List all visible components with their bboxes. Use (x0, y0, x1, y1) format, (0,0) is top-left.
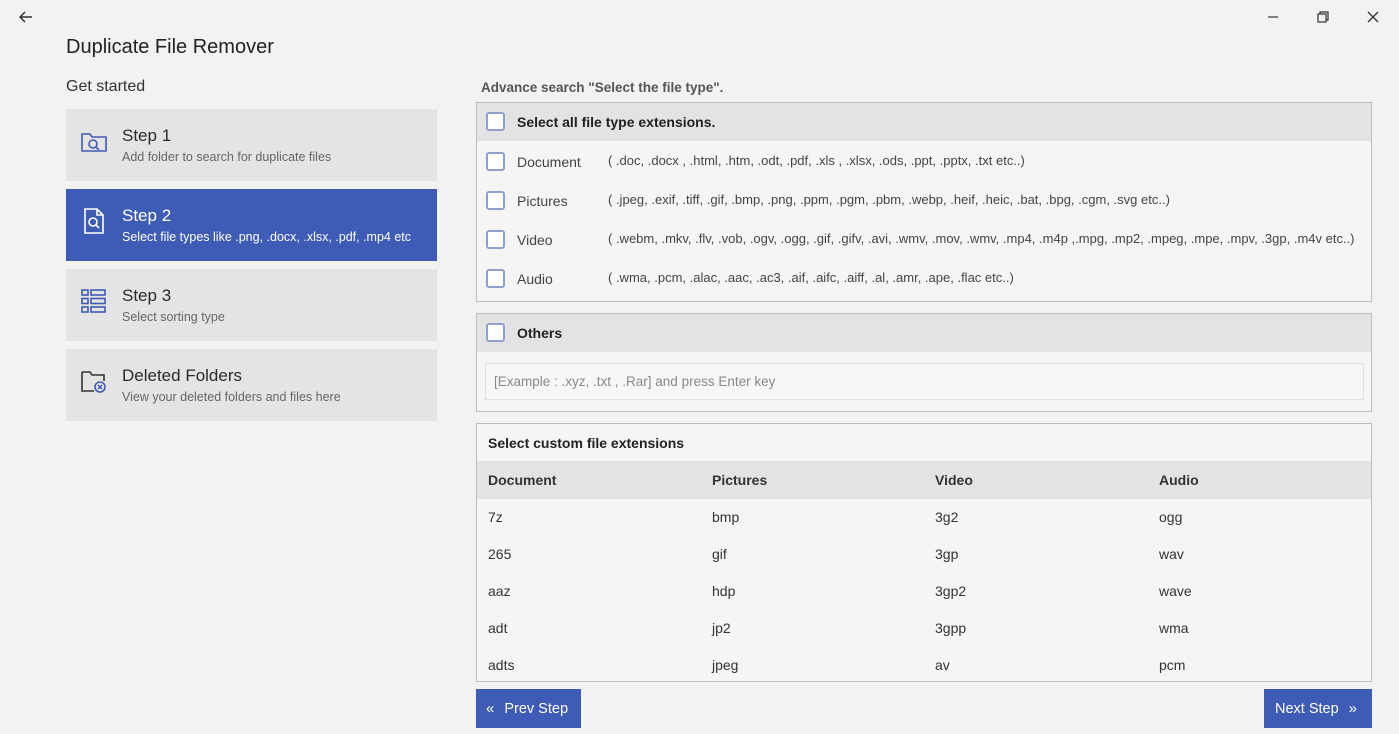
column-header: Audio (1159, 472, 1199, 488)
step-subtitle: View your deleted folders and files here (122, 390, 341, 404)
next-step-button[interactable] (1264, 689, 1372, 728)
select-all-label: Select all file type extensions. (517, 114, 716, 130)
extension-cell[interactable]: ogg (1159, 509, 1183, 525)
step-title: Step 3 (122, 286, 172, 305)
extension-cell[interactable]: 265 (488, 546, 512, 562)
table-row (477, 499, 1371, 536)
folder-delete-icon (80, 367, 108, 395)
others-row (477, 314, 1371, 352)
file-type-row-video (477, 221, 1371, 259)
step-1-card[interactable] (66, 109, 437, 181)
minimize-button[interactable] (1258, 6, 1288, 28)
column-header: Document (488, 472, 557, 488)
custom-extensions-title: Select custom file extensions (488, 435, 685, 451)
title-bar (0, 0, 1399, 34)
others-label: Others (517, 325, 563, 341)
others-panel (476, 313, 1372, 412)
prev-step-button[interactable] (476, 689, 581, 728)
pictures-checkbox[interactable] (486, 191, 505, 210)
file-type-name: Video (517, 232, 553, 248)
next-step-label: Next Step (1275, 700, 1339, 717)
step-3-card[interactable] (66, 269, 437, 341)
step-title: Step 1 (122, 126, 172, 145)
table-row (477, 647, 1371, 684)
extension-cell[interactable]: aaz (488, 583, 511, 599)
extension-cell[interactable]: jpeg (712, 657, 739, 673)
step-subtitle: Select file types like .png, .docx, .xlsx, .pdf, .mp4 etc (122, 230, 412, 244)
extension-cell[interactable]: hdp (712, 583, 736, 599)
folder-search-icon (80, 127, 108, 155)
file-type-row-document (477, 143, 1371, 181)
column-header: Pictures (712, 472, 768, 488)
extension-cell[interactable]: wave (1159, 583, 1192, 599)
extension-cell[interactable]: 3gp (935, 546, 959, 562)
file-type-name: Audio (517, 271, 553, 287)
list-sort-icon (80, 287, 108, 315)
arrow-left-icon (19, 11, 33, 23)
table-row (477, 573, 1371, 610)
back-button[interactable] (12, 6, 40, 28)
app-title: Duplicate File Remover (66, 36, 274, 58)
restore-icon (1317, 11, 1329, 23)
section-heading: Get started (66, 78, 146, 95)
extension-cell[interactable]: 7z (488, 509, 503, 525)
step-subtitle: Add folder to search for duplicate files (122, 150, 332, 164)
file-type-name: Pictures (517, 193, 568, 209)
step-title: Deleted Folders (122, 366, 243, 385)
file-type-name: Document (517, 154, 581, 170)
extension-cell[interactable]: 3gp2 (935, 583, 967, 599)
double-chevron-right-icon: » (1348, 700, 1358, 717)
custom-extensions-panel (476, 423, 1372, 682)
extension-cell[interactable]: bmp (712, 509, 740, 525)
extension-cell[interactable]: gif (712, 546, 727, 562)
table-row (477, 610, 1371, 647)
close-icon (1367, 11, 1379, 23)
file-type-row-audio (477, 260, 1371, 298)
step-title: Step 2 (122, 206, 172, 225)
file-type-extensions: ( .wma, .pcm, .alac, .aac, .ac3, .aif, .aifc, .aiff, .al, .amr, .ape, .flac etc..) (608, 270, 1014, 285)
double-chevron-left-icon: « (486, 700, 495, 717)
file-type-row-pictures (477, 182, 1371, 220)
table-header (477, 461, 1371, 499)
step-subtitle: Select sorting type (122, 310, 225, 324)
table-row (477, 536, 1371, 573)
extension-cell[interactable]: adt (488, 620, 508, 636)
custom-extension-input[interactable] (485, 363, 1364, 400)
extension-cell[interactable]: wma (1159, 620, 1189, 636)
video-checkbox[interactable] (486, 230, 505, 249)
audio-checkbox[interactable] (486, 269, 505, 288)
extension-cell[interactable]: 3g2 (935, 509, 959, 525)
file-type-extensions: ( .webm, .mkv, .flv, .vob, .ogv, .ogg, .gif, .gifv, .avi, .wmv, .mov, .wmv, .mp4, .m4p ,.mpg, .mp2, .mpeg, .mpe, .mpv, .3gp, .m4v etc..) (608, 231, 1355, 246)
prev-step-label: Prev Step (504, 700, 569, 717)
steps-sidebar (66, 109, 437, 429)
select-all-checkbox[interactable] (486, 112, 505, 131)
restore-button[interactable] (1308, 6, 1338, 28)
extension-cell[interactable]: adts (488, 657, 515, 673)
step-2-card[interactable] (66, 189, 437, 261)
file-search-icon (80, 207, 108, 235)
column-header: Video (935, 472, 973, 488)
advance-search-label: Advance search "Select the file type". (481, 80, 724, 95)
extension-cell[interactable]: wav (1159, 546, 1184, 562)
others-checkbox[interactable] (486, 323, 505, 342)
file-type-panel (476, 102, 1372, 302)
extension-cell[interactable]: jp2 (712, 620, 731, 636)
extension-cell[interactable]: pcm (1159, 657, 1186, 673)
file-type-extensions: ( .doc, .docx , .html, .htm, .odt, .pdf, .xls , .xlsx, .ods, .ppt, .pptx, .txt etc..) (608, 153, 1025, 168)
extension-cell[interactable]: 3gpp (935, 620, 967, 636)
close-button[interactable] (1358, 6, 1388, 28)
document-checkbox[interactable] (486, 152, 505, 171)
deleted-folders-card[interactable] (66, 349, 437, 421)
file-type-extensions: ( .jpeg, .exif, .tiff, .gif, .bmp, .png, .ppm, .pgm, .pbm, .webp, .heif, .heic, .bat, .bpg, .cgm, .svg etc..) (608, 192, 1170, 207)
select-all-row (477, 103, 1371, 141)
extension-cell[interactable]: av (935, 657, 950, 673)
minimize-icon (1267, 11, 1279, 23)
